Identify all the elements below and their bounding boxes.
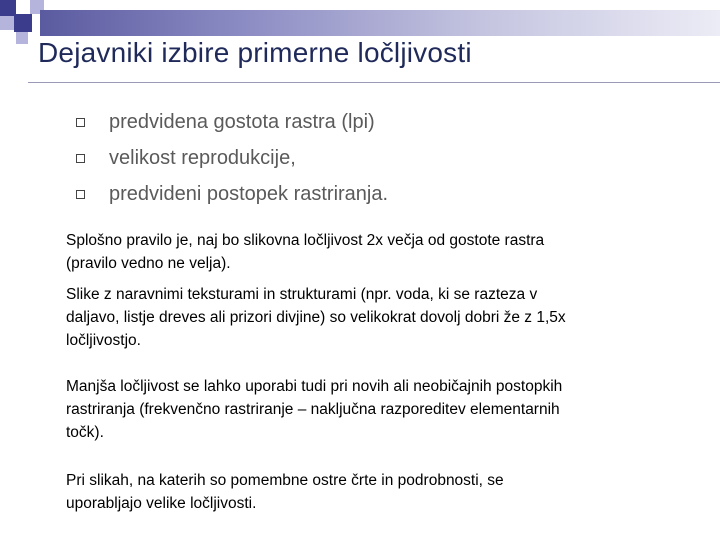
paragraph-line: Slike z naravnimi teksturami in strukturami (npr. voda, ki se razteza v — [66, 286, 538, 303]
square-bullet-icon — [76, 118, 85, 127]
deco-square — [16, 0, 30, 14]
paragraph-general-rule — [66, 229, 666, 275]
paragraph-line: rastriranja (frekvenčno rastriranje – naključna razporeditev elementarnih — [66, 401, 560, 418]
bullet-text: predvidena gostota rastra (lpi) — [109, 110, 375, 133]
header-gradient-bar — [40, 10, 720, 36]
bullet-item — [76, 140, 388, 176]
bullet-item — [76, 176, 388, 212]
bullet-list — [76, 104, 388, 212]
paragraph-lower-resolution — [66, 375, 666, 444]
title-divider — [28, 82, 720, 83]
paragraph-line: Splošno pravilo je, naj bo slikovna ločljivost 2x večja od gostote rastra — [66, 232, 545, 249]
square-bullet-icon — [76, 190, 85, 199]
paragraph-line: daljavo, listje dreves ali prizori divjine) so velikokrat dovolj dobri že z 1,5x — [66, 309, 566, 326]
paragraph-line: ločljivostjo. — [66, 332, 141, 349]
paragraph-sharp-lines — [66, 469, 666, 515]
paragraph-line: Manjša ločljivost se lahko uporabi tudi pri novih ali neobičajnih postopkih — [66, 378, 563, 395]
square-bullet-icon — [76, 154, 85, 163]
paragraph-line: (pravilo vedno ne velja). — [66, 255, 231, 272]
slide-title: Dejavniki izbire primerne ločljivosti — [38, 37, 472, 68]
bullet-text: velikost reprodukcije, — [109, 146, 296, 169]
bullet-item — [76, 104, 388, 140]
paragraph-natural-textures — [66, 283, 666, 352]
paragraph-line: točk). — [66, 424, 104, 441]
deco-square — [0, 16, 14, 30]
bullet-text: predvideni postopek rastriranja. — [109, 182, 389, 205]
deco-square — [14, 14, 32, 32]
paragraph-line: uporabljajo velike ločljivosti. — [66, 495, 257, 512]
deco-square — [16, 32, 28, 44]
paragraph-line: Pri slikah, na katerih so pomembne ostre črte in podrobnosti, se — [66, 472, 504, 489]
